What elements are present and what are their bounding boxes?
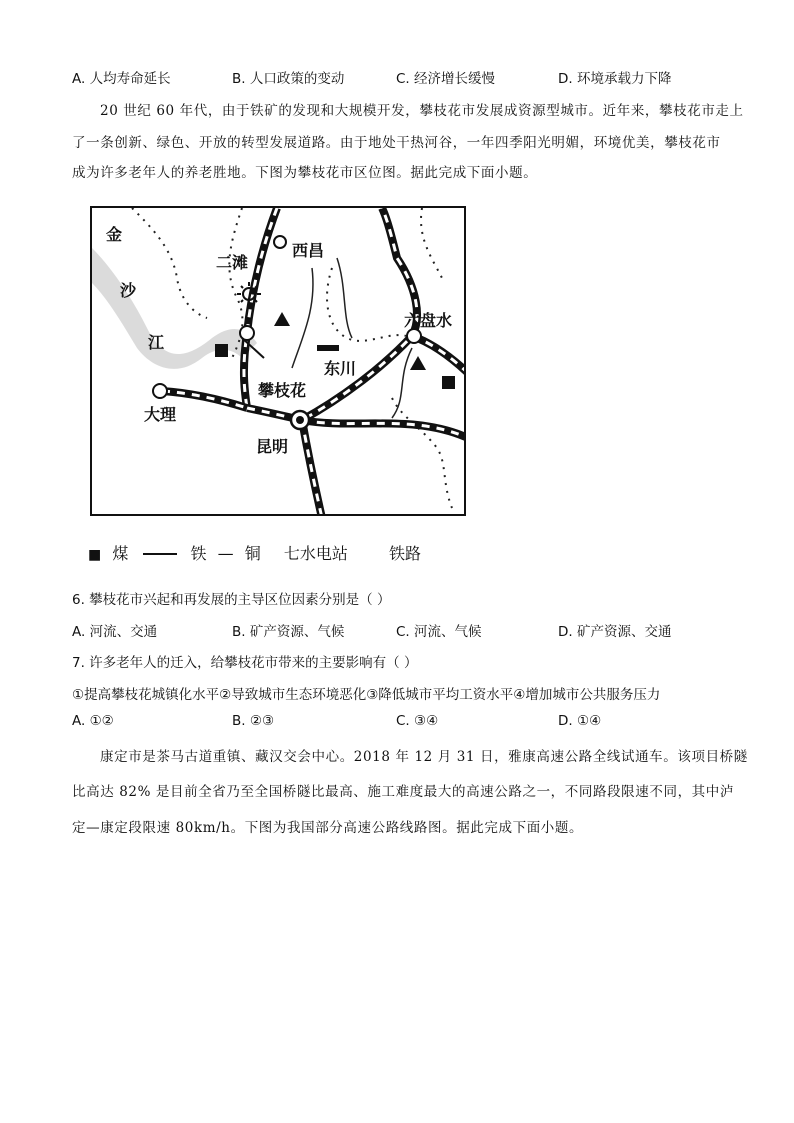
legend-iron: 铁 [190,544,207,563]
legend-coal-line [143,553,177,555]
intro1-line-1: 20 世纪 60 年代，由于铁矿的发现和大规模开发，攀枝花市发展成资源型城市。近年来，攀枝花市走上 [100,103,744,119]
map-label-xichang: 西昌 [292,241,325,260]
q5-option-a: A. 人均寿命延长 [72,71,171,87]
q7-option-d: D. ①④ [558,713,602,729]
copper-symbol-2 [410,356,426,370]
q7-stem: 7. 许多老年人的迁入，给攀枝花市带来的主要影响有（ ） [72,655,418,671]
legend-dash: — [217,544,234,563]
q5-option-b: B. 人口政策的变动 [232,71,345,87]
dali-marker [153,384,167,398]
intro1-line-2: 了一条创新、绿色、开放的转型发展道路。由于地处干热河谷，一年四季阳光明媚，环境优美，攀枝花市 [72,135,721,151]
map-label-panzhihua: 攀枝花 [258,381,307,400]
intro2-line-2: 比高达 82% 是目前全省乃至全国桥隧比最高、施工难度最大的高速公路之一，不同路段限速不同，其中泸 [72,784,734,800]
copper-symbol-1 [274,312,290,326]
xichang-marker [274,236,286,248]
q5-option-d: D. 环境承载力下降 [558,71,672,87]
q6-option-b: B. 矿产资源、气候 [232,624,345,640]
q5-option-c: C. 经济增长缓慢 [396,71,496,87]
map-label-liupanshui: 六盘水 [404,311,453,330]
q6-option-a: A. 河流、交通 [72,624,158,640]
map-label-jiang: 江 [148,333,165,352]
liupanshui-marker [407,329,421,343]
intro2-line-3: 定—康定段限速 80km/h。下图为我国部分高速公路线路图。据此完成下面小题。 [72,820,584,836]
q6-option-c: C. 河流、气候 [396,624,482,640]
intro2-line-1: 康定市是茶马古道重镇、藏汉交会中心。2018 年 12 月 31 日，雅康高速公路全线试通车。该项目桥隧 [100,749,748,765]
map-label-dali: 大理 [144,405,177,424]
intro1-line-3: 成为许多老年人的养老胜地。下图为攀枝花市区位图。据此完成下面小题。 [72,165,538,181]
map-legend [88,541,421,564]
legend-coal-mark: ■ [88,547,102,563]
legend-hydro: 七水电站 [283,544,348,563]
iron-symbol-1 [215,344,228,357]
map-label-ertan: 二滩 [216,253,249,272]
legend-coal: 煤 [112,544,129,563]
q7-option-c: C. ③④ [396,713,439,729]
legend-railway: 铁路 [388,544,421,563]
map-graphics [92,208,466,516]
q6-stem: 6. 攀枝花市兴起和再发展的主导区位因素分别是（ ） [72,592,391,608]
iron-symbol-2 [442,376,455,389]
map-label-sha: 沙 [120,281,137,300]
q6-option-d: D. 矿产资源、交通 [558,624,672,640]
map-label-kunming: 昆明 [256,437,289,456]
q7-option-a: A. ①② [72,713,114,729]
map-label-jin: 金 [106,225,123,244]
q7-statements: ①提高攀枝花城镇化水平②导致城市生态环境恶化③降低城市平均工资水平④增加城市公共服务压力 [72,687,661,703]
legend-copper: 铜 [244,544,261,563]
panzhihua-location-map [90,206,466,516]
coal-symbol [317,345,339,351]
q7-option-b: B. ②③ [232,713,275,729]
map-label-dongchuan: 东川 [324,359,357,378]
